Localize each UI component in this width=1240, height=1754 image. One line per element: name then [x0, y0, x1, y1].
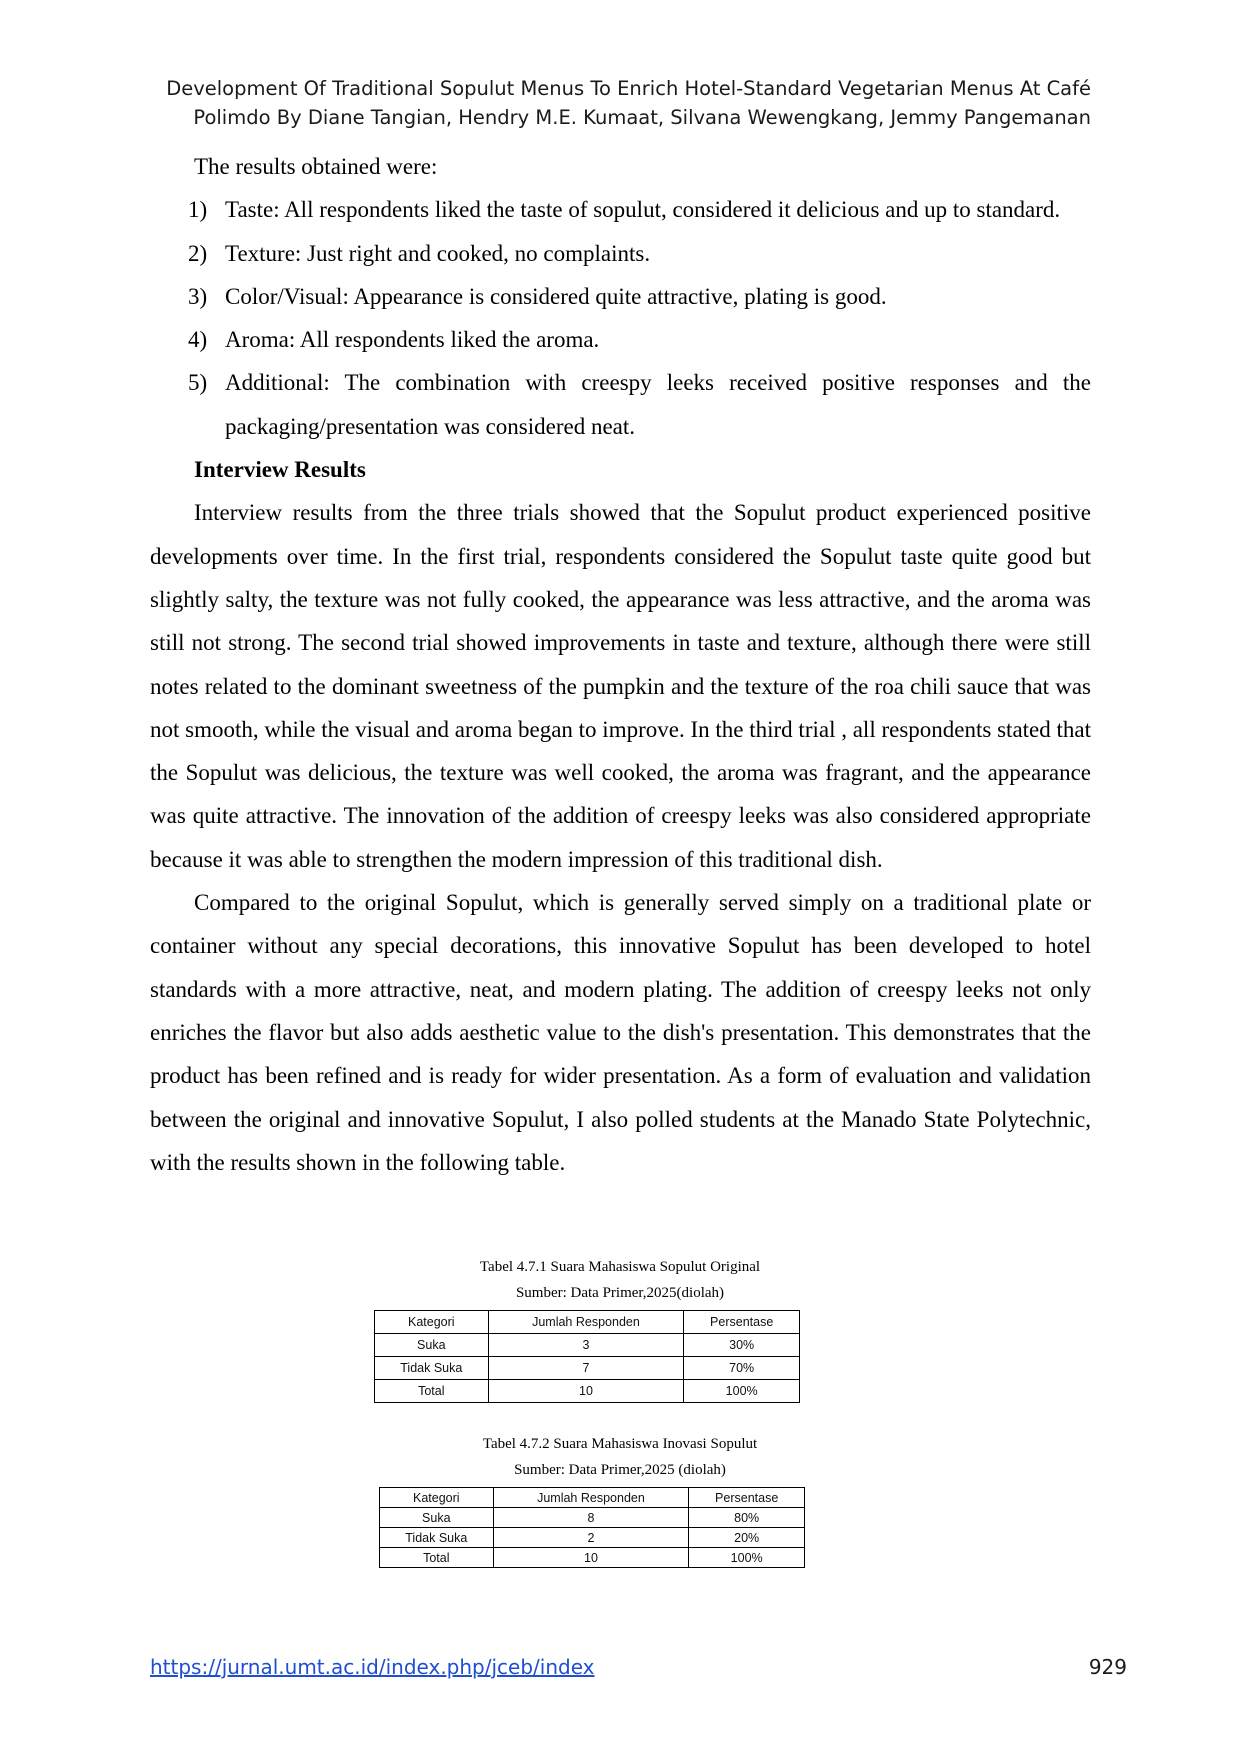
column-header-respondents: Jumlah Responden — [493, 1488, 689, 1508]
running-header-line-2: Polimdo By Diane Tangian, Hendry M.E. Kumaat, Silvana Wewengkang, Jemmy Pangemanan — [193, 106, 1091, 129]
list-item-text: Texture: Just right and cooked, no complaints. — [225, 240, 651, 266]
table-row — [380, 1548, 805, 1568]
column-header-percentage: Persentase — [689, 1488, 805, 1508]
list-item — [150, 361, 1091, 448]
table-1-caption — [0, 1254, 1240, 1306]
journal-url-link[interactable]: https://jurnal.umt.ac.id/index.php/jceb/index — [150, 1655, 595, 1679]
table-2-caption — [0, 1431, 1240, 1483]
page-number: 929 — [1088, 1655, 1127, 1679]
table-2-title: Tabel 4.7.2 Suara Mahasiswa Inovasi Sopulut — [482, 1436, 758, 1452]
table-header-row — [380, 1488, 805, 1508]
table-row — [375, 1334, 800, 1357]
list-item-text: Taste: All respondents liked the taste of sopulut, considered it delicious and up to standard. — [225, 197, 1061, 223]
column-header-category: Kategori — [375, 1311, 489, 1334]
list-item-number: 4) — [188, 327, 208, 353]
paragraph-interview-results: Interview results from the three trials showed that the Sopulut product experienced positive developments over time. In the first trial, respondents considered the Sopulut taste quite good but slightly salty, the texture was not fully cooked, the appearance was less attractive, and the aroma was still not strong. The second trial showed improvements in taste and texture, although there were still notes related to the dominant sweetness of the pumpkin and the texture of the roa chili sauce that was not smooth, while the visual and aroma began to improve. In the third trial , all respondents stated that the Sopulut was delicious, the texture was well cooked, the aroma was fragrant, and the appearance was quite attractive. The innovation of the addition of creespy leeks was also considered appropriate because it was able to strengthen the modern impression of this traditional dish. — [150, 500, 1091, 872]
table-cell: Suka — [380, 1508, 494, 1528]
paragraph-comparison: Compared to the original Sopulut, which is generally served simply on a traditional plate or container without any special decorations, this innovative Sopulut has been developed to hotel standards with a more attractive, neat, and modern plating. The addition of creespy leeks not only enriches the flavor but also adds aesthetic value to the dish's presentation. This demonstrates that the product has been refined and is ready for wider presentation. As a form of evaluation and validation between the original and innovative Sopulut, I also polled students at the Manado State Polytechnic, with the results shown in the following table. — [150, 890, 1091, 1175]
results-intro: The results obtained were: — [194, 154, 438, 179]
table-2-innovative-sopulut — [379, 1487, 805, 1568]
list-item — [150, 188, 1091, 231]
list-item — [150, 232, 1091, 275]
table-cell: 100% — [684, 1380, 800, 1403]
list-item-number: 5) — [188, 370, 208, 396]
list-item — [150, 318, 1091, 361]
table-1-source: Sumber: Data Primer,2025(diolah) — [515, 1285, 725, 1301]
table-cell: 10 — [493, 1548, 689, 1568]
column-header-respondents: Jumlah Responden — [488, 1311, 684, 1334]
table-cell: 30% — [684, 1334, 800, 1357]
table-cell: 3 — [488, 1334, 684, 1357]
table-cell: Tidak Suka — [375, 1357, 489, 1380]
list-item-text: Additional: The combination with creespy leeks received positive responses and the packaging/presentation was considered neat. — [225, 370, 1091, 439]
table-row — [375, 1357, 800, 1380]
table-cell: 80% — [689, 1508, 805, 1528]
table-cell: 8 — [493, 1508, 689, 1528]
table-2-source: Sumber: Data Primer,2025 (diolah) — [514, 1462, 726, 1478]
table-cell: 10 — [488, 1380, 684, 1403]
list-item-text: Color/Visual: Appearance is considered quite attractive, plating is good. — [225, 283, 887, 309]
list-item-number: 3) — [188, 283, 208, 309]
table-cell: 100% — [689, 1548, 805, 1568]
body-text — [150, 145, 1091, 1184]
table-1-original-sopulut — [374, 1310, 800, 1403]
table-cell: 7 — [488, 1357, 684, 1380]
table-cell: Total — [380, 1548, 494, 1568]
column-header-category: Kategori — [380, 1488, 494, 1508]
column-header-percentage: Persentase — [684, 1311, 800, 1334]
list-item-text: Aroma: All respondents liked the aroma. — [225, 327, 600, 353]
table-row — [380, 1508, 805, 1528]
section-heading: Interview Results — [194, 457, 366, 483]
table-1-title: Tabel 4.7.1 Suara Mahasiswa Sopulut Original — [479, 1259, 761, 1275]
table-header-row — [375, 1311, 800, 1334]
list-item — [150, 275, 1091, 318]
list-item-number: 1) — [188, 197, 208, 223]
table-cell: 2 — [493, 1528, 689, 1548]
list-item-number: 2) — [188, 240, 208, 266]
running-header — [150, 74, 1091, 132]
table-cell: 20% — [689, 1528, 805, 1548]
results-list — [150, 188, 1091, 448]
table-row — [375, 1380, 800, 1403]
running-header-line-1: Development Of Traditional Sopulut Menus To Enrich Hotel-Standard Vegetarian Menus At Café — [166, 77, 1091, 100]
table-cell: Suka — [375, 1334, 489, 1357]
table-row — [380, 1528, 805, 1548]
table-cell: Total — [375, 1380, 489, 1403]
table-cell: Tidak Suka — [380, 1528, 494, 1548]
table-cell: 70% — [684, 1357, 800, 1380]
